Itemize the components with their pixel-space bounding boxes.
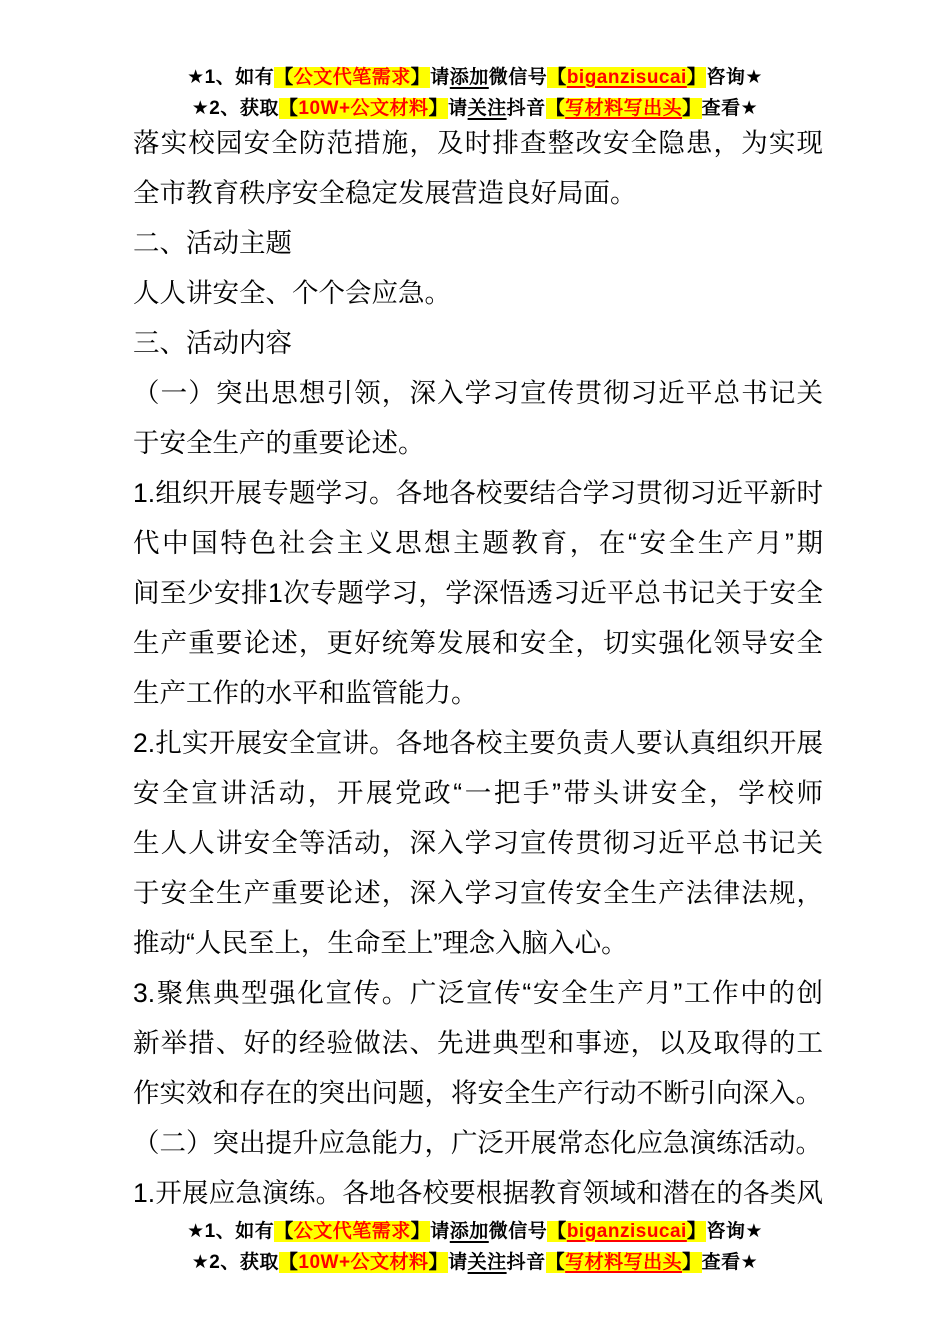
banner-bracket: 】 — [428, 98, 449, 119]
banner-line-1 — [0, 1216, 950, 1247]
subsection-heading: （二）突出提升应急能力，广泛开展常态化应急演练活动。 — [133, 1128, 822, 1158]
banner-bracket: 【 — [545, 98, 566, 119]
banner-bracket: 】 — [682, 98, 702, 119]
banner-line-1 — [0, 62, 950, 93]
banner-text: 请 — [448, 1252, 468, 1273]
banner-text: 微信号 — [488, 67, 548, 88]
banner-bracket: 】 — [428, 1252, 449, 1273]
banner-bracket: 【 — [545, 1252, 566, 1273]
banner-text: 咨询★ — [706, 67, 763, 88]
banner-text: 抖音 — [506, 1252, 546, 1273]
banner-line-2 — [0, 1247, 950, 1278]
body-line: 2.扎实开展安全宣讲。各地各校主要负责人要认真组织开展 — [133, 728, 823, 758]
footer-banner — [0, 1216, 950, 1278]
banner-text: 微信号 — [488, 1221, 548, 1242]
body-line: 代中国特色社会主义思想主题教育，在“安全生产月”期 — [133, 528, 823, 558]
body-line: 间至少安排1次专题学习，学深悟透习近平总书记关于安全 — [133, 578, 823, 608]
banner-bracket: 【 — [274, 67, 294, 88]
banner-bracket: 】 — [686, 1221, 707, 1242]
banner-text: ★2、获取 — [191, 98, 279, 119]
banner-text: ★1、如有 — [187, 1221, 275, 1242]
banner-bracket: 【 — [278, 98, 299, 119]
banner-text: 咨询★ — [706, 1221, 763, 1242]
body-line: 3.聚焦典型强化宣传。广泛宣传“安全生产月”工作中的创 — [133, 978, 823, 1008]
banner-underlined-text: 关注 — [467, 1252, 507, 1273]
subsection-heading: （一）突出思想引领，深入学习宣传贯彻习近平总书记关 — [133, 378, 823, 408]
body-line: 于安全生产的重要论述。 — [133, 428, 425, 458]
banner-bracket: 】 — [410, 1221, 431, 1242]
body-line: 生产重要论述，更好统筹发展和安全，切实强化领导安全 — [133, 628, 823, 658]
body-line: 作实效和存在的突出问题，将安全生产行动不断引向深入。 — [133, 1078, 822, 1108]
body-line: 全市教育秩序安全稳定发展营造良好局面。 — [133, 178, 637, 208]
banner-bracket: 】 — [410, 67, 431, 88]
banner-text: 查看★ — [701, 1252, 759, 1273]
section-heading: 三、活动内容 — [133, 328, 292, 358]
banner-term-highlight: 公文代笔需求 — [293, 67, 411, 88]
body-line: 人人讲安全、个个会应急。 — [133, 278, 451, 308]
body-line: 落实校园安全防范措施，及时排查整改安全隐患，为实现 — [133, 128, 823, 158]
header-banner — [0, 62, 950, 124]
body-line: 1.开展应急演练。各地各校要根据教育领域和潜在的各类风 — [133, 1178, 823, 1208]
banner-douyin-id: 写材料写出头 — [565, 1252, 683, 1273]
body-line: 1.组织开展专题学习。各地各校要结合学习贯彻习近平新时 — [133, 478, 823, 508]
body-line: 于安全生产重要论述，深入学习宣传安全生产法律法规， — [133, 878, 823, 908]
body-line: 生人人讲安全等活动，深入学习宣传贯彻习近平总书记关 — [133, 828, 823, 858]
banner-bracket: 【 — [547, 67, 567, 88]
banner-term-highlight: 10W+公文材料 — [298, 98, 429, 119]
banner-wechat-id: biganzisucai — [566, 1221, 687, 1242]
banner-term-highlight: 公文代笔需求 — [293, 1221, 411, 1242]
banner-text: 请 — [430, 1221, 450, 1242]
banner-text: ★1、如有 — [187, 67, 275, 88]
body-line: 新举措、好的经验做法、先进典型和事迹，以及取得的工 — [133, 1028, 823, 1058]
banner-douyin-id: 写材料写出头 — [565, 98, 683, 119]
body-line: 生产工作的水平和监管能力。 — [133, 678, 478, 708]
banner-underlined-text: 关注 — [467, 98, 507, 119]
banner-text: 抖音 — [506, 98, 546, 119]
body-line: 推动“人民至上，生命至上”理念入脑入心。 — [133, 928, 628, 958]
banner-text: 请 — [448, 98, 468, 119]
banner-bracket: 】 — [682, 1252, 702, 1273]
banner-bracket: 】 — [686, 67, 707, 88]
banner-text: 请 — [430, 67, 450, 88]
banner-bracket: 【 — [547, 1221, 567, 1242]
banner-underlined-text: 添加 — [449, 1221, 489, 1242]
banner-text: 查看★ — [701, 98, 759, 119]
document-body — [0, 118, 950, 1218]
banner-underlined-text: 添加 — [449, 67, 489, 88]
banner-bracket: 【 — [274, 1221, 294, 1242]
banner-text: ★2、获取 — [191, 1252, 279, 1273]
banner-bracket: 【 — [278, 1252, 299, 1273]
section-heading: 二、活动主题 — [133, 228, 292, 258]
body-line: 安全宣讲活动，开展党政“一把手”带头讲安全，学校师 — [133, 778, 823, 808]
banner-wechat-id: biganzisucai — [566, 67, 687, 88]
banner-term-highlight: 10W+公文材料 — [298, 1252, 429, 1273]
